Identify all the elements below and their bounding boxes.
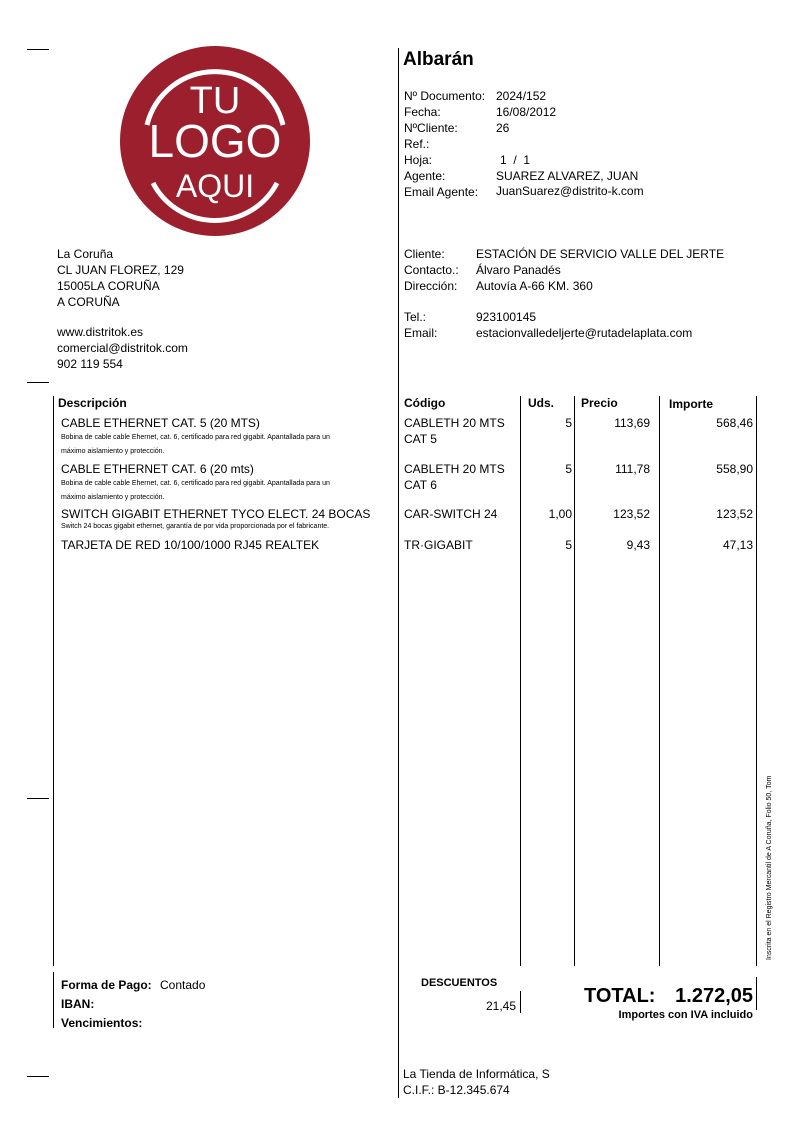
field-label: Agente: xyxy=(404,169,446,183)
discounts-value: 21,45 xyxy=(485,999,516,1013)
store-name: La Tienda de Informática, S xyxy=(403,1067,550,1081)
item-precio: 123,52 xyxy=(613,507,650,521)
client-tel: 923100145 xyxy=(476,310,537,324)
center-divider xyxy=(398,48,399,1098)
company-postal: 15005LA CORUÑA xyxy=(57,279,160,293)
item-detail: Bobina de cable cable Ehernet, cat. 6, certificado para red gigabit. Apantallada para un xyxy=(61,480,330,487)
header-importe: Importe xyxy=(669,397,714,411)
company-phone: 902 119 554 xyxy=(57,357,123,371)
vencimientos-label: Vencimientos: xyxy=(61,1016,143,1030)
field-value: JuanSuarez@distrito-k.com xyxy=(496,184,644,198)
item-description: CABLE ETHERNET CAT. 6 (20 mts) xyxy=(61,462,254,476)
field-value: 26 xyxy=(496,121,510,135)
item-description: SWITCH GIGABIT ETHERNET TYCO ELECT. 24 BOCAS xyxy=(61,507,371,521)
field-value: 2024/152 xyxy=(496,89,547,103)
item-detail: Switch 24 bocas gigabit ethernet, garantía de por vida proporcionada por el fabricante. xyxy=(61,523,330,530)
client-address: Autovía A-66 KM. 360 xyxy=(476,279,593,293)
table-row xyxy=(61,537,396,553)
item-detail: máximo aislamiento y protección. xyxy=(61,494,165,501)
item-precio: 113,69 xyxy=(614,416,650,430)
item-importe: 123,52 xyxy=(716,507,753,521)
header-uds: Uds. xyxy=(528,396,555,410)
company-province: A CORUÑA xyxy=(57,295,120,309)
company-street: CL JUAN FLOREZ, 129 xyxy=(57,263,184,277)
item-importe: 47,13 xyxy=(722,538,753,552)
company-email: comercial@distritok.com xyxy=(57,341,188,355)
item-precio: 9,43 xyxy=(626,538,650,552)
document-title: Albarán xyxy=(403,49,474,70)
client-name: ESTACIÓN DE SERVICIO VALLE DEL JERTE xyxy=(476,247,725,261)
item-detail: máximo aislamiento y protección. xyxy=(61,448,165,455)
discounts-label: DESCUENTOS xyxy=(421,977,498,989)
table-col-divider xyxy=(520,396,521,966)
header-codigo: Código xyxy=(404,396,446,410)
company-contact xyxy=(57,324,188,372)
email-label: Email: xyxy=(404,326,438,340)
item-code: CABLETH 20 MTS xyxy=(404,462,505,476)
logo-line1: TU xyxy=(189,80,241,122)
item-description: CABLE ETHERNET CAT. 5 (20 MTS) xyxy=(61,416,260,430)
header-descripcion: Descripción xyxy=(58,396,127,410)
table-row xyxy=(61,415,396,459)
logo-line2: LOGO xyxy=(148,115,282,167)
table-col-divider xyxy=(659,396,660,966)
header-precio: Precio xyxy=(581,396,618,410)
total-label: TOTAL: xyxy=(584,985,656,1007)
table-col-divider xyxy=(574,396,575,966)
company-web: www.distritok.es xyxy=(57,325,144,339)
field-label: NºCliente: xyxy=(404,121,458,135)
store-cif: C.I.F.: B-12.345.674 xyxy=(403,1083,510,1097)
item-code-2: CAT 6 xyxy=(404,478,437,492)
total-right-border xyxy=(756,977,757,1010)
item-code: TR·GIGABIT xyxy=(404,538,473,552)
item-description: TARJETA DE RED 10/100/1000 RJ45 REALTEK xyxy=(61,538,320,552)
table-row xyxy=(61,461,396,505)
payment-label: Forma de Pago: xyxy=(61,978,152,992)
iban-label: IBAN: xyxy=(61,997,95,1011)
field-label: Ref.: xyxy=(404,137,430,151)
fold-mark xyxy=(27,1076,49,1077)
item-precio: 111,78 xyxy=(615,462,650,476)
address-label: Dirección: xyxy=(404,279,458,293)
item-code-2: CAT 5 xyxy=(404,432,437,446)
item-detail: Bobina de cable cable Ehernet, cat. 6, certificado para red gigabit. Apantallada para un xyxy=(61,434,330,441)
fold-mark xyxy=(27,382,49,383)
field-label: Fecha: xyxy=(404,105,441,119)
field-value: SUAREZ ALVAREZ, JUAN xyxy=(496,169,639,183)
total-amount: 1.272,05 xyxy=(675,985,753,1007)
table-row xyxy=(61,506,396,532)
payment-method: Contado xyxy=(160,978,206,992)
logo-line3: AQUI xyxy=(175,168,255,204)
company-logo xyxy=(119,45,311,237)
item-code: CABLETH 20 MTS xyxy=(404,416,505,430)
client-contact: Álvaro Panadés xyxy=(476,263,561,277)
field-label: Hoja: xyxy=(404,153,433,167)
discounts-divider xyxy=(520,991,521,1013)
item-uds: 5 xyxy=(565,416,572,430)
item-uds: 5 xyxy=(565,538,572,552)
iva-note: Importes con IVA incluido xyxy=(618,1009,753,1021)
company-address xyxy=(57,246,184,310)
client-email: estacionvalledeljerte@rutadelaplata.com xyxy=(476,326,693,340)
table-left-border xyxy=(53,396,54,966)
client-label: Cliente: xyxy=(404,247,445,261)
field-value: 16/08/2012 xyxy=(496,105,557,119)
item-importe: 568,46 xyxy=(716,416,753,430)
field-label: Email Agente: xyxy=(404,185,479,199)
item-uds: 5 xyxy=(565,462,572,476)
field-value: 1 / 1 xyxy=(500,153,531,167)
table-right-border xyxy=(756,396,757,966)
item-uds: 1,00 xyxy=(548,507,572,521)
registry-note: Inscrita en el Registro Mercantil de A Coruña, Folio 50, Tom xyxy=(766,775,773,960)
fold-mark xyxy=(27,49,49,50)
tel-label: Tel.: xyxy=(404,310,427,324)
company-city: La Coruña xyxy=(57,247,114,261)
item-code: CAR-SWITCH 24 xyxy=(404,507,498,521)
fold-mark xyxy=(27,798,49,799)
footer-left-border xyxy=(53,972,54,1028)
item-importe: 558,90 xyxy=(716,462,753,476)
contact-label: Contacto.: xyxy=(404,263,459,277)
field-label: Nº Documento: xyxy=(404,89,486,103)
